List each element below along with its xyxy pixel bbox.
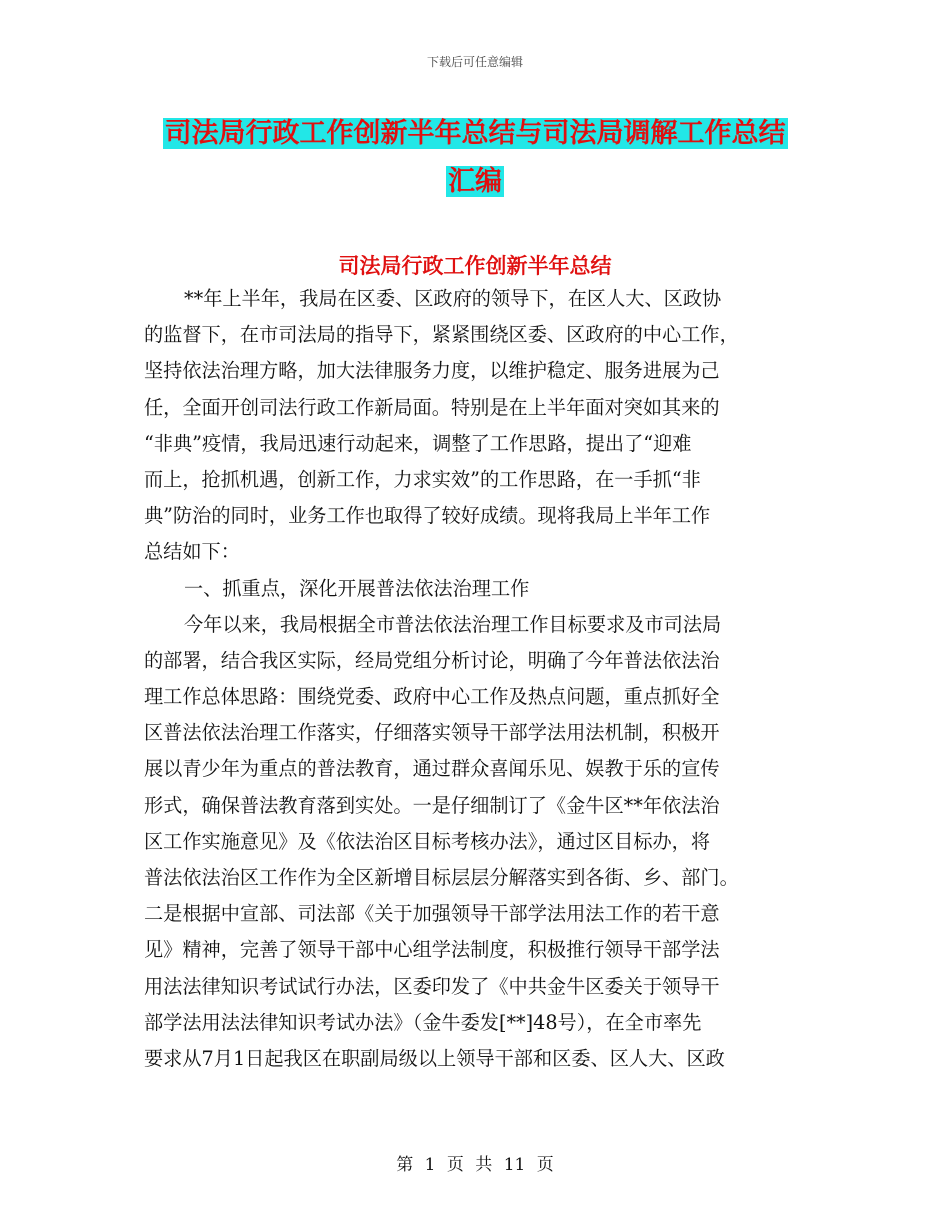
body-line: 要求从7月1日起我区在职副局级以上领导干部和区委、区人大、区政	[144, 1046, 725, 1070]
body-line: “非典”疫情，我局迅速行动起来，调整了工作思路，提出了“迎难	[144, 431, 692, 455]
body-line: 见》精神，完善了领导干部中心组学法制度，积极推行领导干部学法	[144, 938, 720, 962]
section-title: 司法局行政工作创新半年总结	[338, 254, 612, 278]
body-line: 任，全面开创司法行政工作新局面。特别是在上半年面对突如其来的	[144, 395, 720, 419]
body-line: 典”防治的同时，业务工作也取得了较好成绩。现将我局上半年工作	[144, 504, 711, 528]
document-body	[144, 281, 808, 1077]
body-line: 总结如下：	[144, 540, 240, 564]
body-line: 的监督下，在市司法局的指导下，紧紧围绕区委、区政府的中心工作，	[144, 323, 739, 347]
body-line: 区工作实施意见》及《依法治区目标考核办法》，通过区目标办，将	[144, 829, 711, 853]
body-line: 普法依法治区工作作为全区新增目标层层分解落实到各街、乡、部门。	[144, 866, 739, 889]
page-footer: 第 1 页 共 11 页	[396, 1155, 554, 1175]
section-heading: 一、抓重点，深化开展普法依法治理工作	[184, 576, 530, 600]
body-line: 二是根据中宣部、司法部《关于加强领导干部学法用法工作的若干意	[144, 902, 720, 926]
body-line: 的部署，结合我区实际，经局党组分析讨论，明确了今年普法依法治	[144, 648, 720, 672]
body-line: 展以青少年为重点的普法教育，通过群众喜闻乐见、娱教于乐的宣传	[144, 757, 720, 781]
document-title-line-2: 汇编	[448, 166, 502, 197]
document-title-line-1: 司法局行政工作创新半年总结与司法局调解工作总结	[164, 118, 786, 149]
body-line: 而上，抢抓机遇，创新工作，力求实效”的工作思路，在一手抓“非	[144, 467, 701, 491]
body-line: 用法法律知识考试试行办法，区委印发了《中共金牛区委关于领导干	[144, 974, 720, 998]
body-line: 形式，确保普法教育落到实处。一是仔细制订了《金牛区**年依法治	[144, 793, 720, 817]
body-line: 理工作总体思路：围绕党委、政府中心工作及热点问题，重点抓好全	[144, 685, 720, 709]
body-line: 今年以来，我局根据全市普法依法治理工作目标要求及市司法局	[184, 612, 722, 636]
body-line: 区普法依法治理工作落实，仔细落实领导干部学法用法机制，积极开	[144, 721, 720, 745]
body-line: 坚持依法治理方略，加大法律服务力度，以维护稳定、服务进展为己	[144, 359, 720, 383]
document-title	[0, 110, 950, 206]
body-line: 部学法用法法律知识考试办法》（金牛委发[**]48号），在全市率先	[144, 1010, 702, 1034]
page-header-note: 下载后可任意编辑	[426, 55, 523, 69]
body-line: **年上半年，我局在区委、区政府的领导下，在区人大、区政协	[184, 287, 722, 310]
